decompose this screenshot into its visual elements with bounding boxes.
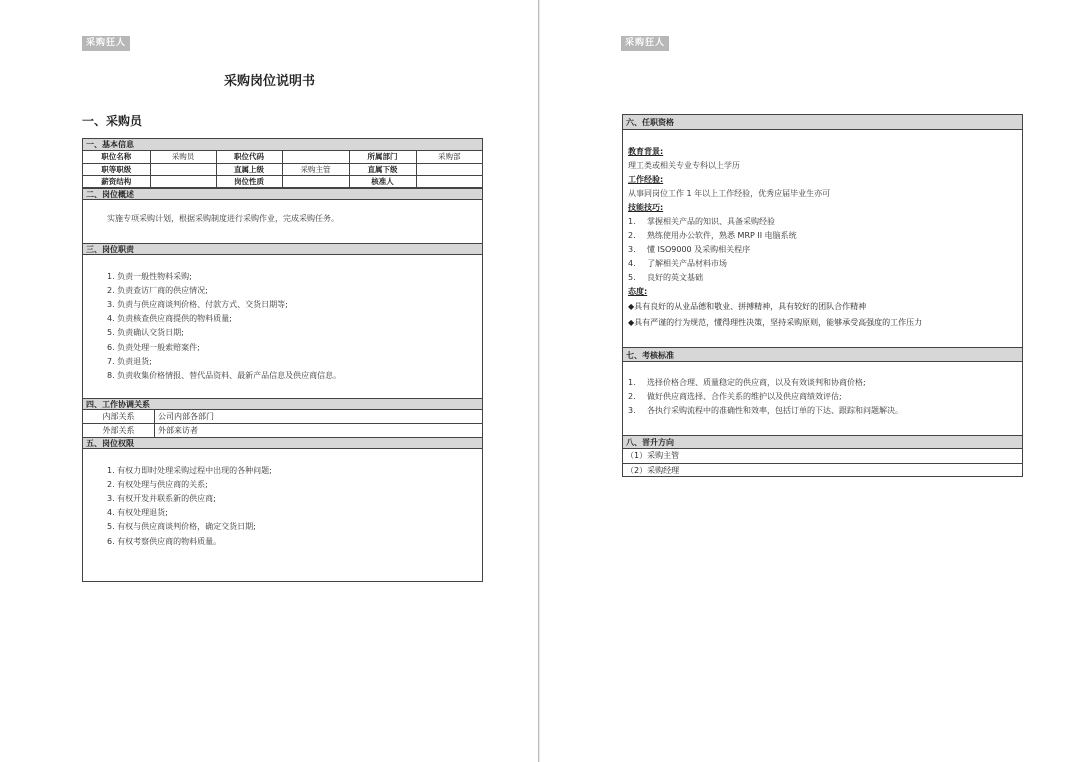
promotion-item: （1）采购主管 bbox=[626, 451, 680, 460]
relation-value: 公司内部各部门 bbox=[158, 411, 214, 421]
promotion-header: 八、晋升方向 bbox=[623, 435, 1022, 449]
duties-section bbox=[83, 255, 482, 398]
list-item: 1. 有权力即时处理采购过程中出现的各种问题; bbox=[107, 465, 272, 475]
table-cell bbox=[150, 175, 216, 187]
qualification-header: 六、任职资格 bbox=[623, 115, 1022, 130]
document-title: 采购岗位说明书 bbox=[223, 74, 315, 89]
table-cell: 岗位性质 bbox=[216, 175, 282, 187]
table-cell: 采购员 bbox=[150, 151, 216, 163]
table-cell: 核准人 bbox=[349, 175, 416, 187]
list-item: 3. 负责与供应商谈判价格、付款方式、交货日期等; bbox=[107, 299, 288, 309]
list-item: 7. 负责退货; bbox=[107, 356, 152, 366]
table-row bbox=[623, 449, 1022, 464]
table-cell: 所属部门 bbox=[349, 151, 416, 163]
list-item: 1. 掌握相关产品的知识、具备采购经验 bbox=[628, 217, 775, 226]
relation-value: 外部来访者 bbox=[158, 425, 198, 435]
table-row bbox=[83, 175, 482, 187]
overview-header: 二、岗位概述 bbox=[83, 188, 482, 200]
list-item: 5. 负责确认交货日期; bbox=[107, 328, 184, 338]
table-cell: 职位名称 bbox=[83, 151, 150, 163]
table-cell: 直属下级 bbox=[349, 163, 416, 175]
list-item: 8. 负责收集价格情报、替代品资料、最新产品信息及供应商信息。 bbox=[107, 370, 342, 380]
table-row bbox=[83, 151, 482, 163]
list-item: 3. 各执行采购流程中的准确性和效率，包括订单的下达、跟踪和问题解决。 bbox=[628, 406, 903, 415]
table-cell bbox=[282, 175, 349, 187]
assessment-header: 七、考核标准 bbox=[623, 347, 1022, 362]
section-title: 一、采购员 bbox=[82, 114, 143, 128]
list-item: 2. 做好供应商选择、合作关系的维护以及供应商绩效评估; bbox=[628, 392, 842, 401]
overview-section bbox=[83, 200, 482, 243]
duties-header: 三、岗位职责 bbox=[83, 243, 482, 255]
table-row bbox=[83, 410, 482, 424]
promotion-item: （2）采购经理 bbox=[626, 466, 680, 475]
assessment-section bbox=[623, 362, 1022, 435]
basic-info-header: 一、基本信息 bbox=[83, 139, 482, 151]
list-item: 3. 懂 ISO9000 及采购相关程序 bbox=[628, 245, 751, 254]
table-cell: 职位代码 bbox=[216, 151, 282, 163]
overview-text: 实施专项采购计划，根据采购制度进行采购作业，完成采购任务。 bbox=[107, 213, 339, 223]
table-cell bbox=[150, 163, 216, 175]
job-description-form bbox=[82, 138, 483, 582]
table-cell: 直属上级 bbox=[216, 163, 282, 175]
right-page bbox=[540, 0, 1080, 762]
list-item: 6. 负责处理一般索赔案件; bbox=[107, 342, 200, 352]
education-label: 教育背景: bbox=[628, 147, 664, 156]
experience-label: 工作经验: bbox=[628, 175, 664, 184]
table-cell bbox=[416, 163, 482, 175]
table-cell: 薪资结构 bbox=[83, 175, 150, 187]
list-item: 4. 负责核查供应商提供的物料质量; bbox=[107, 314, 232, 324]
table-cell: 采购部 bbox=[416, 151, 482, 163]
authority-header: 五、岗位权限 bbox=[83, 437, 482, 449]
basic-info-table bbox=[83, 151, 482, 188]
list-item: 1. 负责一般性物料采购; bbox=[107, 271, 192, 281]
qualification-form bbox=[622, 114, 1023, 477]
skills-label: 技能技巧: bbox=[628, 203, 664, 212]
table-cell bbox=[416, 175, 482, 187]
table-cell bbox=[282, 151, 349, 163]
list-item: 1. 选择价格合理、质量稳定的供应商，以及有效谈判和协商价格; bbox=[628, 378, 866, 387]
list-item: 2. 熟练使用办公软件，熟悉 MRP II 电脑系统 bbox=[628, 231, 797, 240]
table-cell: 职等职级 bbox=[83, 163, 150, 175]
left-page bbox=[0, 0, 539, 762]
education-text: 理工类或相关专业专科以上学历 bbox=[628, 161, 740, 170]
list-item: ◆具有良好的从业品德和敬业、拼搏精神，具有较好的团队合作精神 bbox=[628, 302, 867, 311]
list-item: 2. 有权处理与供应商的关系; bbox=[107, 479, 208, 489]
attitude-label: 态度: bbox=[628, 287, 648, 296]
list-item: 6. 有权考察供应商的物料质量。 bbox=[107, 536, 222, 546]
brand-logo: 采购狂人 bbox=[621, 36, 669, 51]
qualification-section bbox=[623, 130, 1022, 347]
table-row bbox=[83, 424, 482, 437]
list-item: 5. 有权与供应商谈判价格，确定交货日期; bbox=[107, 522, 256, 532]
list-item: 3. 有权开发并联系新的供应商; bbox=[107, 493, 216, 503]
list-item: 5. 良好的英文基础 bbox=[628, 273, 703, 282]
relations-table bbox=[83, 410, 482, 437]
list-item: 4. 了解相关产品材料市场 bbox=[628, 259, 727, 268]
relations-header: 四、工作协调关系 bbox=[83, 398, 482, 410]
authority-list bbox=[107, 464, 482, 549]
duties-list bbox=[107, 270, 482, 384]
table-cell: 采购主管 bbox=[282, 163, 349, 175]
list-item: ◆具有严谨的行为规范，懂得理性决策，坚持采购原则，能够承受高强度的工作压力 bbox=[628, 318, 923, 327]
brand-logo: 采购狂人 bbox=[82, 36, 130, 51]
table-row bbox=[623, 464, 1022, 477]
list-item: 2. 负责查访厂商的供应情况; bbox=[107, 285, 208, 295]
experience-text: 从事同岗位工作 1 年以上工作经验，优秀应届毕业生亦可 bbox=[628, 189, 831, 198]
table-row bbox=[83, 163, 482, 175]
list-item: 4. 有权处理退货; bbox=[107, 508, 168, 518]
relation-key: 内部关系 bbox=[83, 410, 155, 423]
relation-key: 外部关系 bbox=[83, 424, 155, 437]
authority-section bbox=[83, 449, 482, 549]
